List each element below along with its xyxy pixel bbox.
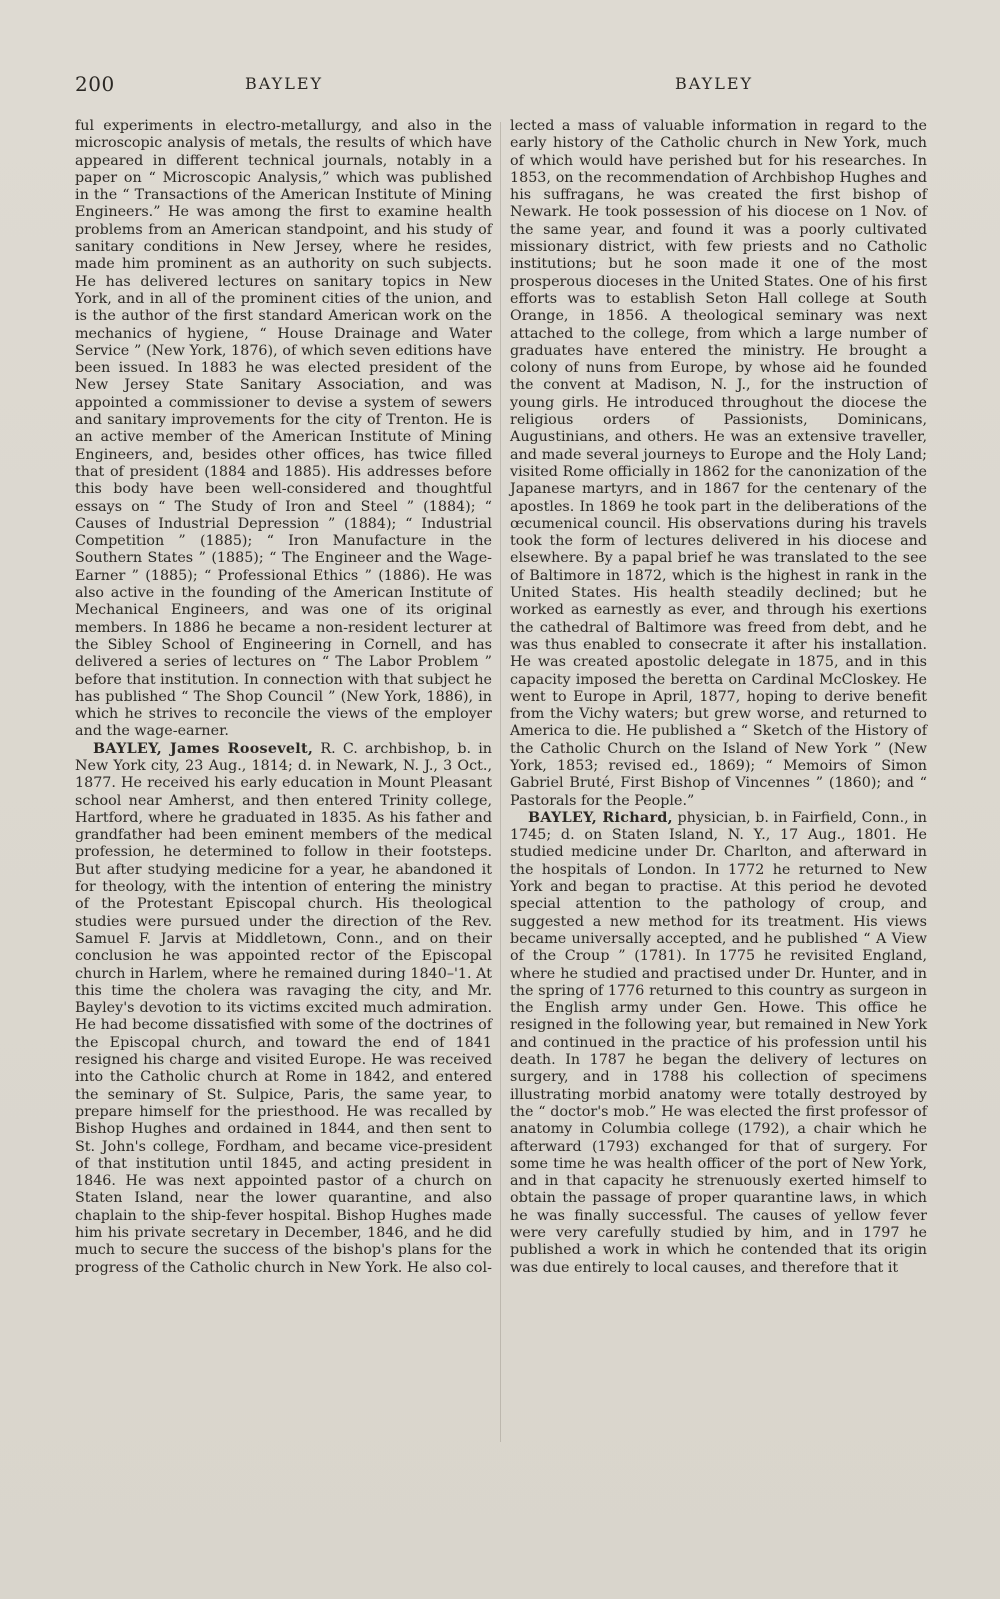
column-divider	[500, 122, 501, 1442]
entry-bayley-james-roosevelt	[75, 741, 492, 1277]
page-header	[75, 72, 765, 98]
entry-headword: BAYLEY, James Roosevelt,	[93, 740, 314, 757]
right-column	[510, 118, 927, 1277]
running-head-right: BAYLEY	[675, 74, 754, 93]
running-head-left: BAYLEY	[245, 74, 324, 93]
entry-headword: BAYLEY, Richard,	[528, 809, 673, 826]
continued-entry-text: ful experiments in electro-metallurgy, and also in the microscopic analysis of metals, the results of which have appeared in different technical journals, notably in a paper on “ Microscopic Analysis,” which was published in the “ Transactions of the American Institute of Mining Engineers.” He was among the first to examine health problems from an American standpoint, and his study of sanitary conditions in New Jersey, where he resides, made him prominent as an authority on such subjects. He has delivered lectures on sanitary topics in New York, and in all of the prominent cities of the union, and is the author of the first standard American work on the mechanics of hygiene, “ House Drainage and Water Service ” (New York, 1876), of which seven editions have been issued. In 1883 he was elected president of the New Jersey State Sanitary Association, and was appointed a commissioner to devise a system of sewers and sanitary improvements for the city of Trenton. He is an active member of the American Institute of Mining Engineers, and, besides other offices, has twice filled that of president (1884 and 1885). His addresses before this body have been well-considered and thoughtful essays on “ The Study of Iron and Steel ” (1884); “ Causes of Industrial Depression ” (1884); “ Industrial Competition ” (1885); “ Iron Manufacture in the Southern States ” (1885); “ The Engineer and the Wage-Earner ” (1885); “ Professional Ethics ” (1886). He was also active in the founding of the American Institute of Mechanical Engineers, and was one of its original members. In 1886 he became a non-resident lecturer at the Sibley School of Engineering in Cornell, and has delivered a series of lectures on “ The Labor Problem ” before that institution. In connection with that subject he has published “ The Shop Council ” (New York, 1886), in which he strives to reconcile the views of the employer and the wage-earner.	[75, 118, 492, 740]
entry-text: physician, b. in Fairfield, Conn., in 1745; d. on Staten Island, N. Y., 17 Aug., 1801. He studied medicine under Dr. Charlton, and afterward in the hospitals of London. In 1772 he returned to New York and began to practise. At this period he devoted special attention to the pathology of croup, and suggested a new method for its treatment. His views became universally accepted, and he published “ A View of the Croup ” (1781). In 1775 he revisited England, where he studied and practised under Dr. Hunter, and in the spring of 1776 returned to this country as surgeon in the English army under Gen. Howe. This office he resigned in the following year, but remained in New York and continued in the practice of his profession until his death. In 1787 he began the delivery of lectures on surgery, and in 1788 his collection of specimens illustrating morbid anatomy were totally destroyed by the “ doctor's mob.” He was elected the first professor of anatomy in Columbia college (1792), a chair which he afterward (1793) exchanged for that of surgery. For some time he was health officer of the port of New York, and in that capacity he strenuously exerted himself to obtain the passage of proper quarantine laws, in which he was finally successful. The causes of yellow fever were very carefully studied by him, and in 1797 he published a work in which he contended that its origin was due entirely to local causes, and therefore that it	[510, 809, 927, 1276]
entry-bayley-richard	[510, 810, 927, 1277]
continued-entry-text: lected a mass of valuable information in regard to the early history of the Catholic church in New York, much of which would have perished but for his researches. In 1853, on the recommendation of Archbishop Hughes and his suffragans, he was created the first bishop of Newark. He took possession of his diocese on 1 Nov. of the same year, and found it was a poorly cultivated missionary district, with few priests and no Catholic institutions; but he soon made it one of the most prosperous dioceses in the United States. One of his first efforts was to establish Seton Hall college at South Orange, in 1856. A theological seminary was next attached to the college, from which a large number of graduates have entered the ministry. He brought a colony of nuns from Europe, by whose aid he founded the convent at Madison, N. J., for the instruction of young girls. He introduced throughout the diocese the religious orders of Passionists, Dominicans, Augustinians, and others. He was an extensive traveller, and made several journeys to Europe and the Holy Land; visited Rome officially in 1862 for the canonization of the Japanese martyrs, and in 1867 for the centenary of the apostles. In 1869 he took part in the deliberations of the œcumenical council. His observations during his travels took the form of lectures delivered in his diocese and elsewhere. By a papal brief he was translated to the see of Baltimore in 1872, which is the highest in rank in the United States. His health steadily declined; but he worked as earnestly as ever, and through his exertions the cathedral of Baltimore was freed from debt, and he was thus enabled to consecrate it after his installation. He was created apostolic delegate in 1875, and in this capacity imposed the beretta on Cardinal McCloskey. He went to Europe in April, 1877, hoping to derive benefit from the Vichy waters; but grew worse, and returned to America to die. He published a “ Sketch of the History of the Catholic Church on the Island of New York ” (New York, 1853; revised ed., 1869); “ Memoirs of Simon Gabriel Bruté, First Bishop of Vincennes ” (1860); and “ Pastorals for the People.”	[510, 118, 927, 809]
left-column	[75, 118, 492, 1277]
page-number: 200	[75, 72, 115, 96]
entry-text: R. C. archbishop, b. in New York city, 23 Aug., 1814; d. in Newark, N. J., 3 Oct., 1877. He received his early education in Mount Pleasant school near Amherst, and then entered Trinity college, Hartford, where he graduated in 1835. As his father and grandfather had been eminent members of the medical profession, he determined to follow in their footsteps. But after studying medicine for a year, he abandoned it for theology, with the intention of entering the ministry of the Protestant Episcopal church. His theological studies were pursued under the direction of the Rev. Samuel F. Jarvis at Middletown, Conn., and on their conclusion he was appointed rector of the Episcopal church in Harlem, where he remained during 1840–'1. At this time the cholera was ravaging the city, and Mr. Bayley's devotion to its victims excited much admiration. He had become dissatisfied with some of the doctrines of the Episcopal church, and toward the end of 1841 resigned his charge and visited Europe. He was received into the Catholic church at Rome in 1842, and entered the seminary of St. Sulpice, Paris, the same year, to prepare himself for the priesthood. He was recalled by Bishop Hughes and ordained in 1844, and then sent to St. John's college, Fordham, and became vice-president of that institution until 1845, and acting president in 1846. He was next appointed pastor of a church on Staten Island, near the lower quarantine, and also chaplain to the ship-fever hospital. Bishop Hughes made him his private secretary in December, 1846, and he did much to secure the success of the bishop's plans for the progress of the Catholic church in New York. He also col-	[75, 740, 492, 1276]
